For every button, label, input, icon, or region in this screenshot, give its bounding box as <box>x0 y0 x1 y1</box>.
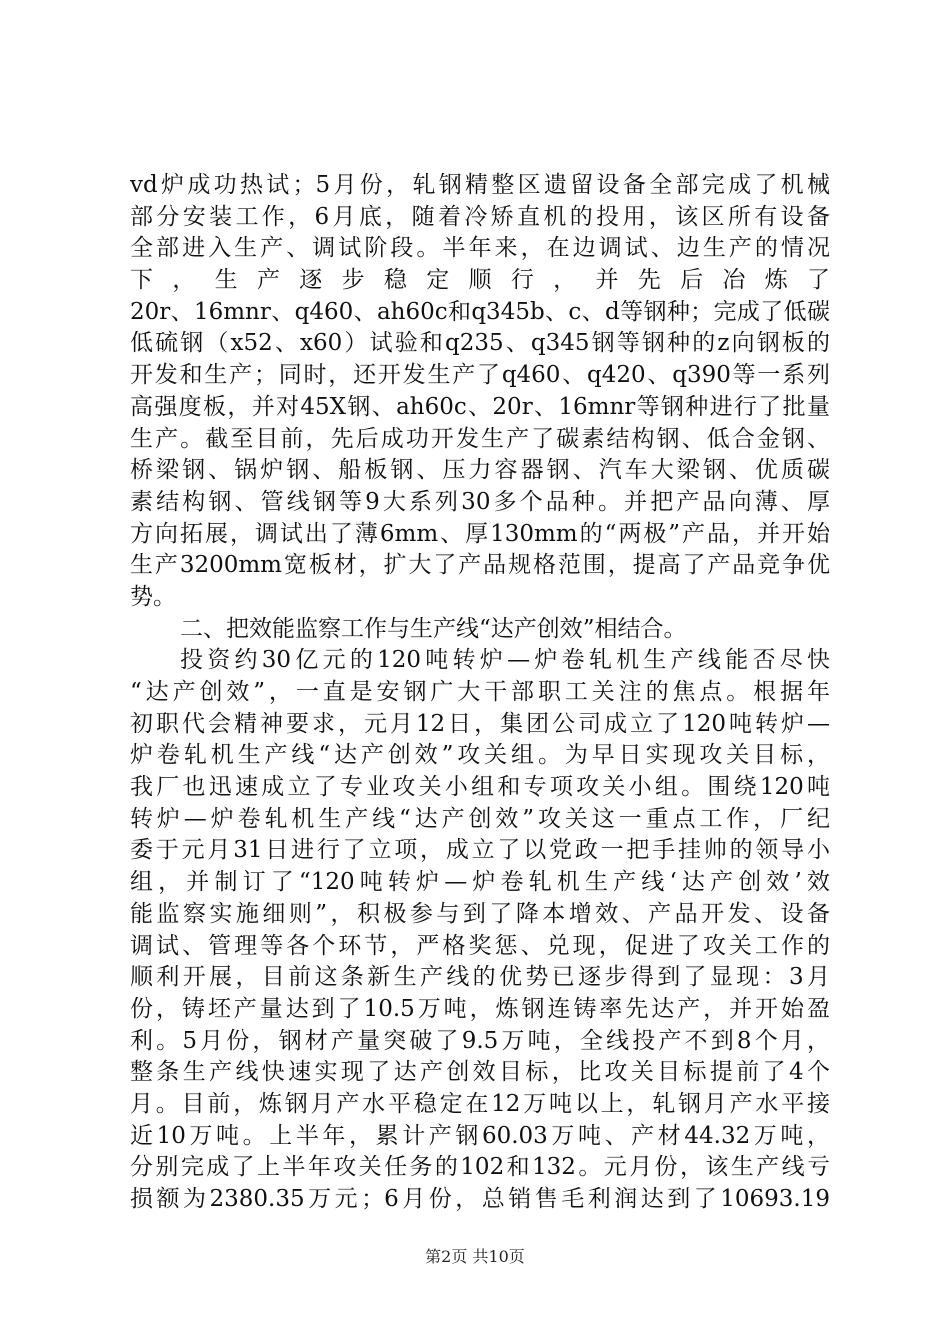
text-line: 近10万吨。上半年，累计产钢60.03万吨、产材44.32万吨， <box>130 1122 830 1149</box>
text-line: vd炉成功热试；5月份，轧钢精整区遗留设备全部完成了机械 <box>130 172 830 198</box>
text-line: 下，生产逐步稳定顺行，并先后冶炼了 <box>130 267 830 294</box>
text-line: 能监察实施细则”，积极参与到了降本增效、产品开发、设备 <box>130 900 830 927</box>
text-line: 炉卷轧机生产线“达产创效”攻关组。为早日实现攻关目标， <box>130 742 830 769</box>
text-line: 我厂也迅速成立了专业攻关小组和专项攻关小组。围绕120吨 <box>130 774 830 801</box>
text-line: 委于元月31日进行了立项，成立了以党政一把手挂帅的领导小 <box>130 837 830 864</box>
text-line: 部分安装工作，6月底，随着冷矫直机的投用，该区所有设备 <box>130 203 830 230</box>
text-line: 低硫钢（x52、x60）试验和q235、q345钢等钢种的z向钢板的 <box>130 330 830 357</box>
text-line: 全部进入生产、调试阶段。半年来，在边调试、边生产的情况 <box>130 235 830 262</box>
text-line: 份，铸坯产量达到了10.5万吨，炼钢连铸率先达产，并开始盈 <box>130 995 830 1022</box>
page-number-label: 第2页 共10页 <box>425 1247 525 1266</box>
text-line: 高强度板，并对45X钢、ah60c、20r、16mnr等钢种进行了批量 <box>130 393 830 420</box>
text-line: 生产3200mm宽板材，扩大了产品规格范围，提高了产品竞争优 <box>130 552 830 579</box>
page-footer <box>0 1244 950 1267</box>
text-line: 势。 <box>130 583 176 610</box>
text-line: 桥梁钢、锅炉钢、船板钢、压力容器钢、汽车大梁钢、优质碳 <box>130 457 830 484</box>
section-heading: 二、把效能监察工作与生产线“达产创效”相结合。 <box>180 615 687 642</box>
text-line: 损额为2380.35万元；6月份，总销售毛利润达到了10693.19 <box>130 1186 830 1212</box>
text-line: 素结构钢、管线钢等9大系列30多个品种。并把产品向薄、厚 <box>130 488 830 515</box>
text-line: 分别完成了上半年攻关任务的102和132。元月份，该生产线亏 <box>130 1154 830 1181</box>
text-line: 组，并制订了“120吨转炉—炉卷轧机生产线‘达产创效’效 <box>130 869 830 896</box>
text-line: 调试、管理等各个环节，严格奖惩、兑现，促进了攻关工作的 <box>130 932 830 959</box>
text-line: 转炉—炉卷轧机生产线“达产创效”攻关这一重点工作，厂纪 <box>130 805 830 832</box>
text-line: 顺利开展，目前这条新生产线的优势已逐步得到了显现：3月 <box>130 964 830 991</box>
text-line: 开发和生产；同时，还开发生产了q460、q420、q390等一系列 <box>130 362 830 389</box>
text-line: “达产创效”，一直是安钢广大干部职工关注的焦点。根据年 <box>130 679 830 705</box>
text-line: 整条生产线快速实现了达产创效目标，比攻关目标提前了4个 <box>130 1059 830 1086</box>
text-line: 初职代会精神要求，元月12日，集团公司成立了120吨转炉— <box>130 710 830 737</box>
text-line: 生产。截至目前，先后成功开发生产了碳素结构钢、低合金钢、 <box>130 425 830 452</box>
body-text <box>130 170 830 1216</box>
text-line: 20r、16mnr、q460、ah60c和q345b、c、d等钢种；完成了低碳 <box>130 298 830 325</box>
text-line: 月。目前，炼钢月产水平稳定在12万吨以上，轧钢月产水平接 <box>130 1090 830 1117</box>
text-line: 方向拓展，调试出了薄6mm、厚130mm的“两极”产品，并开始 <box>130 520 830 547</box>
text-line: 利。5月份，钢材产量突破了9.5万吨，全线投产不到8个月， <box>130 1027 830 1054</box>
text-line: 投资约30亿元的120吨转炉—炉卷轧机生产线能否尽快 <box>180 647 830 674</box>
